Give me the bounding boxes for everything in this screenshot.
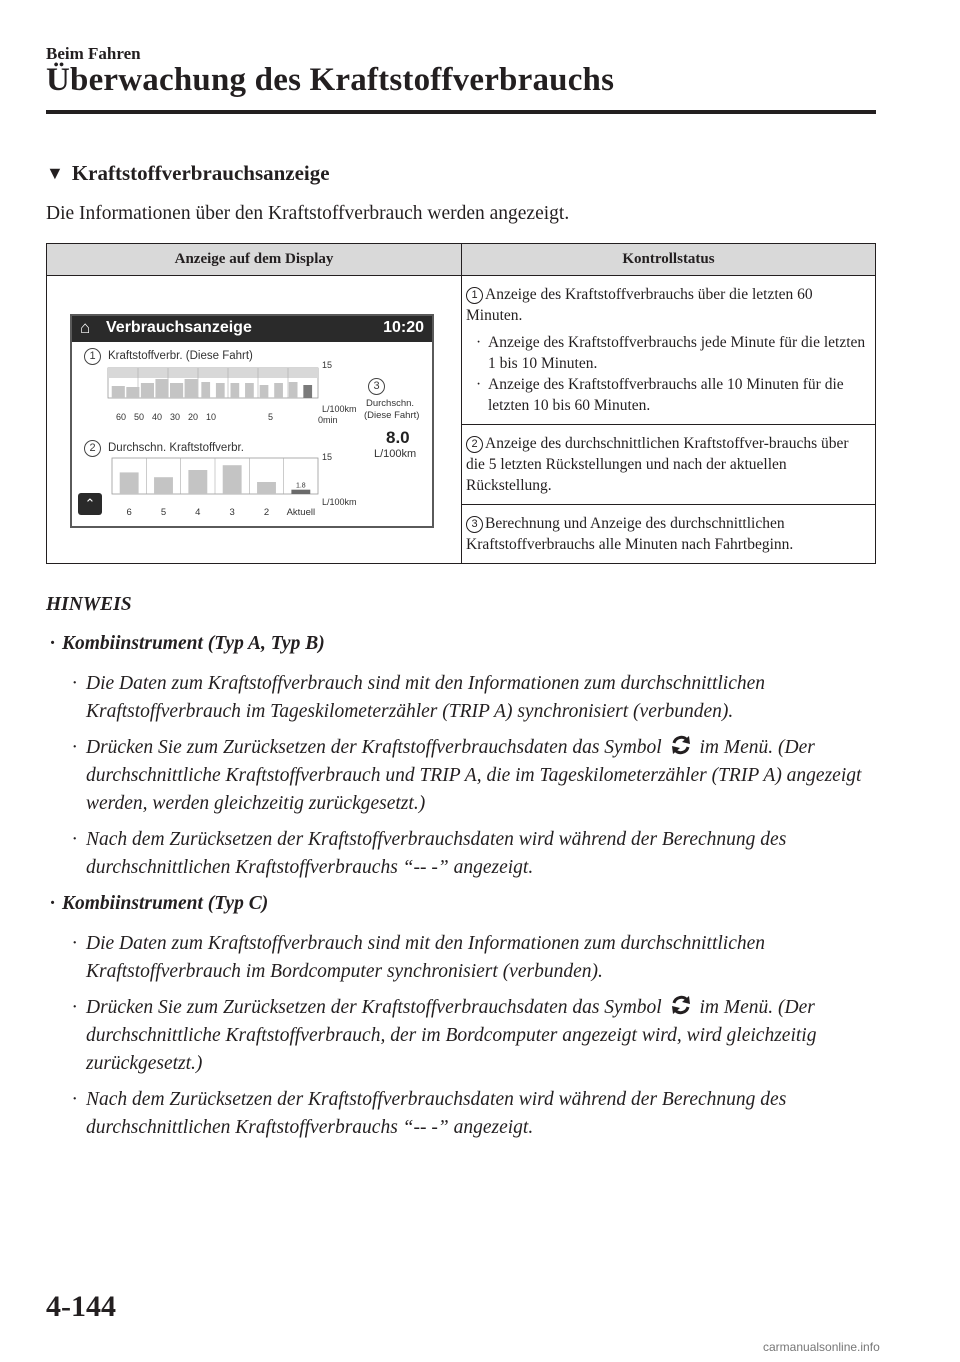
chart1-bar bbox=[216, 383, 225, 398]
row1-sub1: · Anzeige des Kraftstoffverbrauchs jede Minute für die letzten 1 bis 10 Minuten. bbox=[472, 332, 869, 374]
chart2-unit: L/100km bbox=[322, 497, 357, 507]
callout-3: 3 bbox=[368, 378, 385, 395]
chart2-category-label: 3 bbox=[229, 507, 235, 518]
chart2-label: Durchschn. Kraftstoffverbr. bbox=[108, 442, 244, 454]
chart2-bar bbox=[154, 477, 173, 494]
intro-text: Die Informationen über den Kraftstoffverbrauch werden angezeigt. bbox=[46, 203, 570, 224]
chart1-bar bbox=[112, 386, 125, 398]
page-title: Überwachung des Kraftstoffverbrauchs bbox=[46, 62, 615, 98]
watermark: carmanualsonline.info bbox=[763, 1340, 880, 1354]
title-divider bbox=[46, 110, 876, 114]
group-c-item-2-pre: Drücken Sie zum Zurücksetzen der Kraftstoffverbrauchsdaten das Symbol bbox=[86, 997, 662, 1018]
home-icon: ⌂ bbox=[80, 318, 91, 337]
chart1-bar bbox=[289, 382, 298, 398]
table-header-status: Kontrollstatus bbox=[462, 244, 876, 276]
chart2-category-label: 6 bbox=[126, 507, 132, 518]
row3-status bbox=[462, 505, 876, 564]
avg-label-line2: (Diese Fahrt) bbox=[364, 410, 420, 421]
group-a-item-1: · Die Daten zum Kraftstoffverbrauch sind mit den Informationen zum durchschnittlichen Kraftstoffverbrauch im Tageskilometerzähler (TRIP A) synchronisiert (verbunden). bbox=[46, 670, 876, 726]
chart1-tick-label: 40 bbox=[152, 412, 163, 422]
page-number: 4-144 bbox=[46, 1290, 116, 1323]
chart1-bar bbox=[141, 383, 154, 398]
control-table bbox=[46, 243, 876, 564]
group-c-item-2-post: im Menü. (Der durchschnittliche Kraftstoffverbrauch, der im Bordcomputer angezeigt wird, wird gleichzeitig zurückgesetzt.) bbox=[86, 997, 817, 1074]
chart1-tick-label: 60 bbox=[116, 412, 127, 422]
section-label: Beim Fahren bbox=[46, 44, 141, 63]
group-c-item-3: · Nach dem Zurücksetzen der Kraftstoffverbrauchsdaten wird während der Berechnung des durchschnittlichen Kraftstoffverbrauchs “-- -” angezeigt. bbox=[46, 1086, 876, 1142]
chart2-category-label: 5 bbox=[160, 507, 167, 518]
group-a-item-2 bbox=[46, 734, 876, 818]
row1-status bbox=[462, 276, 876, 425]
chart2-category-label: Aktuell bbox=[286, 507, 316, 518]
num-badge-3: 3 bbox=[466, 516, 483, 533]
chart2-bar bbox=[120, 472, 139, 494]
group-a-item-2-post: im Menü. (Der durchschnittliche Kraftstoffverbrauch und TRIP A, die im Tageskilometerzähler (TRIP A) angezeigt werden, werden gleichzeitig zurückgesetzt.) bbox=[86, 737, 862, 814]
back-button[interactable] bbox=[78, 493, 102, 515]
screen-clock: 10:20 bbox=[383, 319, 424, 336]
row2-text: Anzeige des durchschnittlichen Kraftstoffver-brauchs über die 5 letzten Rückstellungen und nach der aktuellen Rückstellung. bbox=[466, 435, 849, 494]
chart1-bar bbox=[201, 382, 210, 398]
chart1-bar bbox=[245, 383, 254, 398]
triangle-down-icon: ▼ bbox=[46, 163, 64, 183]
chart1-bar bbox=[126, 387, 139, 398]
chart1-bar bbox=[155, 379, 168, 398]
chevron-up-icon: ⌃ bbox=[84, 496, 96, 511]
chart2-bar bbox=[223, 465, 242, 494]
chart1-tick-label: 30 bbox=[170, 412, 181, 422]
row1-text: Anzeige des Kraftstoffverbrauchs über die letzten 60 Minuten. bbox=[466, 286, 813, 324]
screen-title: Verbrauchsanzeige bbox=[106, 319, 252, 336]
group-c-item-2 bbox=[46, 994, 876, 1078]
group-a-item-3: · Nach dem Zurücksetzen der Kraftstoffverbrauchsdaten wird während der Berechnung des durchschnittlichen Kraftstoffverbrauchs “-- -” angezeigt. bbox=[46, 826, 876, 882]
chart1-label: Kraftstoffverbr. (Diese Fahrt) bbox=[108, 350, 253, 362]
chart1-bar bbox=[303, 385, 312, 398]
reset-icon bbox=[670, 734, 692, 756]
chart2-bar bbox=[291, 490, 310, 494]
chart1-tick-label: 5 bbox=[268, 412, 274, 422]
avg-value: 8.0 bbox=[386, 428, 410, 447]
chart1-unit: L/100km bbox=[322, 404, 357, 414]
chart2-bar bbox=[188, 470, 207, 494]
chart1-tick-label: 10 bbox=[206, 412, 217, 422]
reset-icon bbox=[670, 994, 692, 1016]
fuel-charts bbox=[72, 316, 432, 526]
subsection-heading bbox=[46, 161, 330, 186]
callout-2: 2 bbox=[84, 440, 101, 457]
row3-text: Berechnung und Anzeige des durchschnittlichen Kraftstoffverbrauchs alle Minuten nach Fahrtbeginn. bbox=[466, 515, 794, 553]
chart1-bar bbox=[260, 385, 269, 398]
row2-status bbox=[462, 425, 876, 505]
chart2-max-tick: 15 bbox=[322, 452, 333, 462]
avg-label-line1: Durchschn. bbox=[366, 398, 415, 409]
chart1-bar bbox=[274, 383, 283, 398]
note-heading: HINWEIS bbox=[46, 594, 132, 615]
chart1-zero-label: 0min bbox=[318, 415, 338, 425]
chart1-tick-label: 50 bbox=[134, 412, 145, 422]
chart2-current-value-label: 1.8 bbox=[295, 482, 306, 490]
group-a-item-2-pre: Drücken Sie zum Zurücksetzen der Kraftstoffverbrauchsdaten das Symbol bbox=[86, 737, 662, 758]
table-header-display: Anzeige auf dem Display bbox=[47, 244, 462, 276]
display-illustration-cell bbox=[47, 276, 462, 564]
chart2-category-label: 4 bbox=[195, 507, 201, 518]
group-a-title: · Kombiinstrument (Typ A, Typ B) bbox=[46, 630, 876, 658]
chart1-max-tick: 15 bbox=[322, 360, 333, 370]
chart1-tick-label: 20 bbox=[188, 412, 199, 422]
num-badge-1: 1 bbox=[466, 287, 483, 304]
chart1-bar bbox=[185, 379, 198, 398]
chart1-top-band bbox=[108, 368, 318, 378]
group-c-item-1: · Die Daten zum Kraftstoffverbrauch sind mit den Informationen zum durchschnittlichen Kraftstoffverbrauch im Bordcomputer synchronisiert (verbunden). bbox=[46, 930, 876, 986]
chart2-bar bbox=[257, 482, 276, 494]
group-c-title: · Kombiinstrument (Typ C) bbox=[46, 890, 876, 918]
notes-block bbox=[46, 630, 876, 1150]
row1-sub2: · Anzeige des Kraftstoffverbrauchs alle 10 Minuten für die letzten 10 bis 60 Minuten. bbox=[472, 374, 869, 416]
num-badge-2: 2 bbox=[466, 436, 483, 453]
chart1-bar bbox=[170, 383, 183, 398]
chart1-bar bbox=[230, 383, 239, 398]
subsection-title: Kraftstoffverbrauchsanzeige bbox=[71, 161, 330, 185]
chart2-category-label: 2 bbox=[263, 507, 270, 518]
avg-unit: L/100km bbox=[374, 448, 417, 460]
callout-1: 1 bbox=[84, 348, 101, 365]
display-screen bbox=[70, 314, 434, 528]
